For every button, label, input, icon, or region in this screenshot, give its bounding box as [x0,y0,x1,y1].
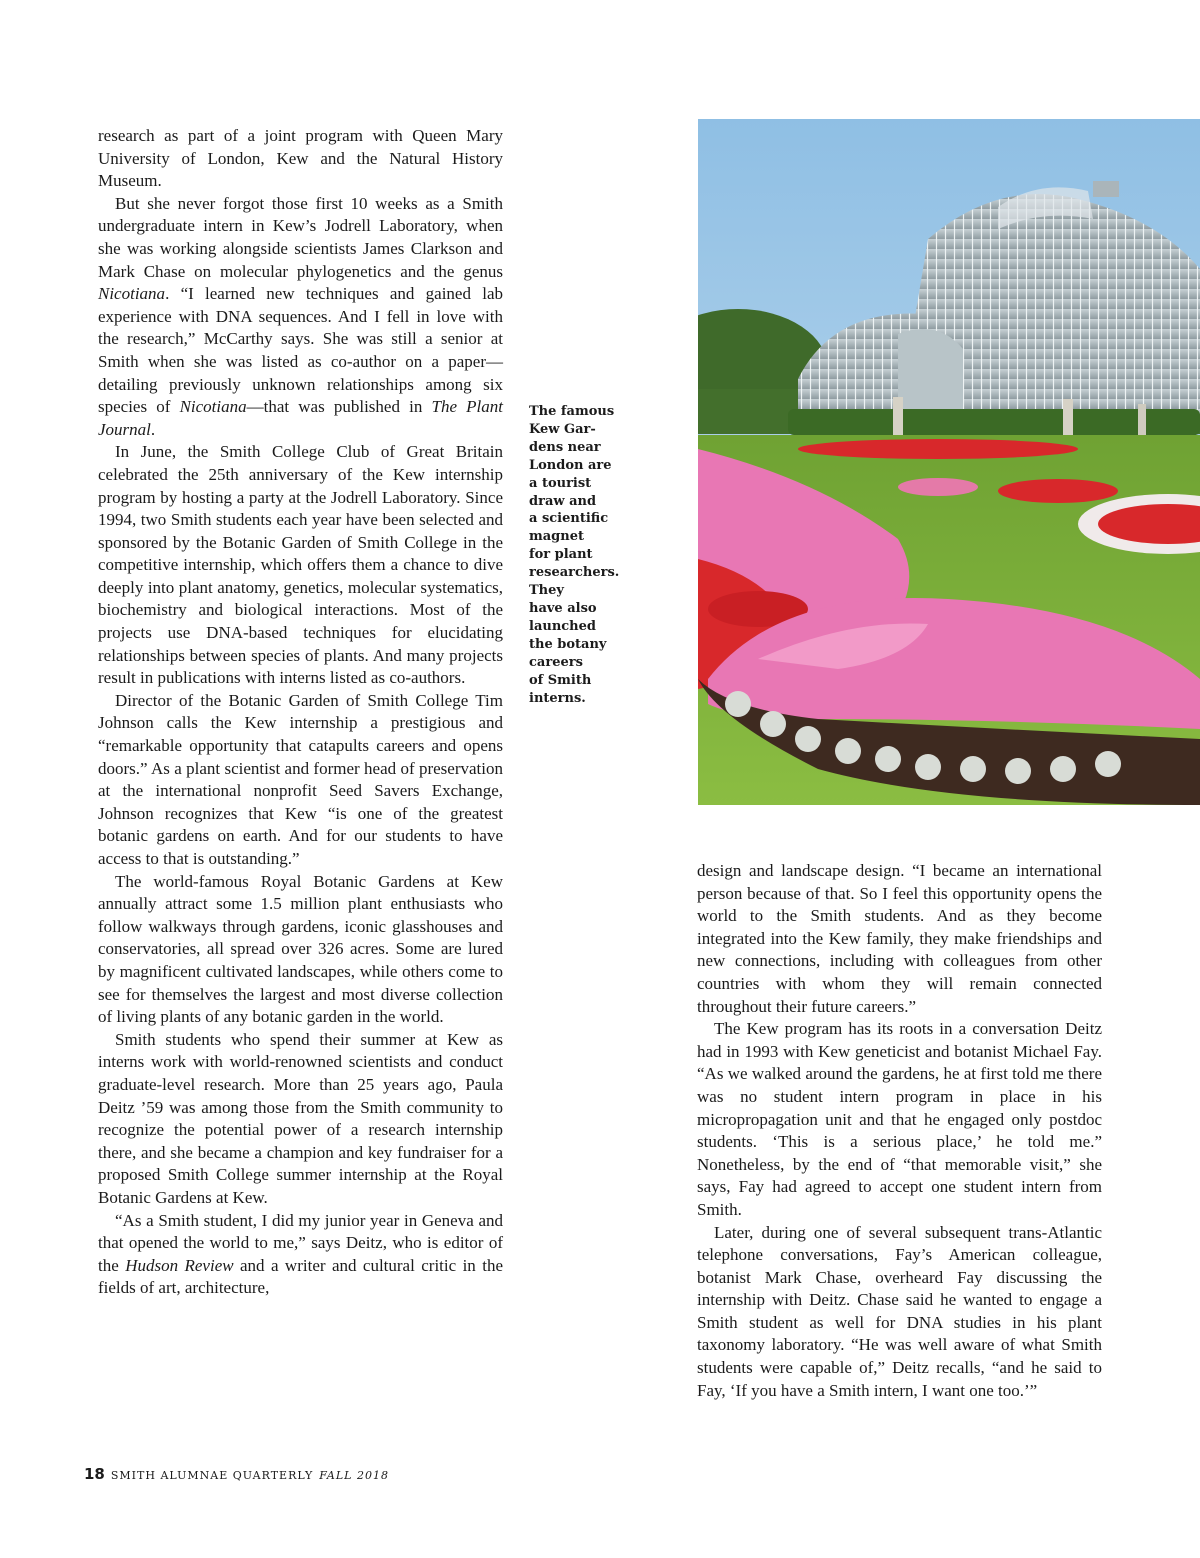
publication-name: SMITH ALUMNAE QUARTERLY [110,1469,314,1482]
caption-line: draw and [529,493,597,509]
text-run: —that was published in [246,397,432,417]
issue-date: FALL 2018 [319,1469,389,1482]
text-run: and a writer and cultural critic in the fields of art, architecture, [98,1255,503,1298]
page-footer [84,1465,389,1483]
text-run: “As a Smith student, I did my junior year in Geneva and that opened the world to me,” says Deitz, who is editor of the [98,1210,503,1275]
paragraph: Smith students who spend their summer at Kew as interns work with world-renowned scientists and conduct graduate-level research. More than 25 years ago, Paula Deitz ’59 was among those from the Smith community to recognize the potential power of a research internship there, and she became a champion and key fundraiser for a proposed Smith College summer internship at the Royal Botanic Gardens at Kew. [98,1029,503,1207]
paragraph: The Kew program has its roots in a conversation Deitz had in 1993 with Kew geneticist and botanist Michael Fay. “As we walked around the gardens, he at first told me there was no student intern program in place in his micropropagation unit and that he engaged only postdoc students. ‘This is a serious place,’ he told me.” Nonetheless, by the end of “that memorable visit,” she says, Fay had agreed to accept one student intern from Smith. [697,1019,1102,1219]
caption-line: London are [529,457,612,473]
photo-caption [529,403,629,707]
paragraph: The world-famous Royal Botanic Gardens at Kew annually attract some 1.5 million plant enthusiasts who follow walkways through gardens, iconic glasshouses and conservatories, all spread over 326 acres. Some are lured by magnificent cultivated landscapes, while others come to see for themselves the largest and most diverse collection of living plants of any botanic garden in the world. [98,871,503,1027]
caption-line: dens near [529,439,601,455]
italic-text: Nicotiana [179,397,247,417]
paragraph: Later, during one of several subsequent trans-Atlantic telephone conversations, Fay’s American colleague, botanist Mark Chase, overheard Fay discussing the internship with Deitz. Chase said he wanted to engage a Smith student as well for DNA studies in his plant taxonomy laboratory. “He was well aware of what Smith students were capable of,” Deitz recalls, “and he said to Fay, ‘If you have a Smith intern, I want one too.’” [697,1222,1102,1400]
caption-line: the botany [529,636,607,652]
caption-line: a tourist [529,475,592,491]
kew-gardens-photo [698,119,1200,805]
caption-line: careers [529,654,583,670]
paragraph: Director of the Botanic Garden of Smith College Tim Johnson calls the Kew internship a prestigious and “remarkable opportunity that catapults careers and opens doors.” As a plant scientist and former head of preservation at the international nonprofit Seed Savers Exchange, Johnson recognizes that Kew “is one of the greatest botanic gardens on earth. And for our students to have access to that is outstanding.” [98,690,503,868]
caption-line: researchers. [529,565,620,581]
caption-line: a scientific [529,511,609,527]
article-column-right [697,860,1102,1402]
text-run: . “I learned new techniques and gained lab experience with DNA sequences. And I fell in love with the research,” McCarthy says. She was still a senior at Smith when she was listed as co-author on a paper—detailing previously unknown relationships among six species of [98,284,503,417]
caption-line: magnet [529,529,584,545]
caption-line: They [529,583,564,599]
garden-illustration [698,119,1200,805]
paragraph: design and landscape design. “I became an international person because of that. So I feel this opportunity opens the world to the Smith students. And as they become integrated into the Kew family, they make friendships and new connections, including with colleagues from other countries with whom they will remain connected throughout their future careers.” [697,861,1102,1016]
paragraph [98,193,503,442]
caption-line: launched [529,618,596,634]
caption-line: for plant [529,547,593,563]
paragraph: research as part of a joint program with Queen Mary University of London, Kew and the Natural History Museum. [98,126,503,191]
paragraph [98,1210,503,1300]
italic-text: Nicotiana [98,284,166,304]
page-number: 18 [84,1465,105,1483]
caption-line: of Smith [529,672,592,688]
caption-line: The famous [529,404,615,419]
article-column-left [98,125,503,1300]
text-run: . [150,419,156,439]
caption-line: have also [529,600,597,616]
paragraph: In June, the Smith College Club of Great Britain celebrated the 25th anniversary of the Kew internship program by hosting a party at the Jodrell Laboratory. Since 1994, two Smith students each year have been selected and sponsored by the Botanic Garden of Smith College in the competitive internship, which offers them a chance to dive deeply into plant anatomy, genetics, molecular systematics, biochemistry and biological interactions. Most of the projects use DNA-based techniques for elucidating relationships between species of plants. And many projects result in publications with interns listed as co-authors. [98,442,503,688]
text-run: But she never forgot those first 10 weeks as a Smith undergraduate intern in Kew’s Jodrell Laboratory, when she was working alongside scientists James Clarkson and Mark Chase on molecular phylogenetics and the genus [98,193,503,281]
caption-line: Kew Gar- [529,421,596,437]
italic-text: Hudson Review [125,1255,234,1275]
italic-text: The Plant Journal [98,397,503,439]
caption-line: interns. [529,690,586,706]
